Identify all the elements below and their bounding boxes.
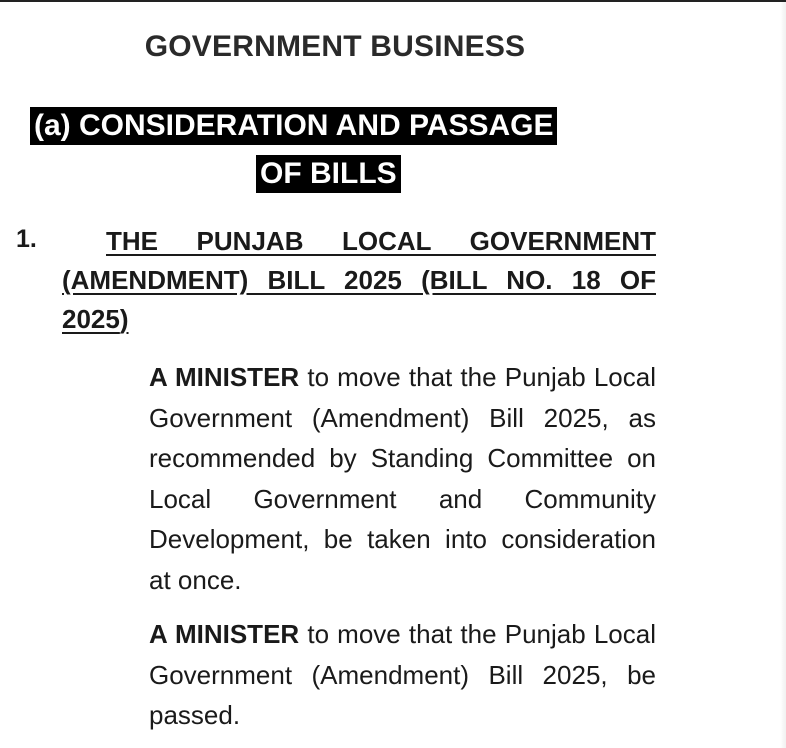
motion-text: to move that the Punjab Local Government (Amendment) Bill 2025, be passed. — [149, 619, 656, 730]
subheading-line-2: OF BILLS — [256, 155, 401, 193]
top-border-rule — [0, 0, 786, 2]
motion-text: to move that the Punjab Local Government (Amendment) Bill 2025, as recommended by Standing Committee on Local Government and Community Development, be taken into consideration at once. — [149, 362, 656, 595]
motion-consideration — [149, 357, 656, 600]
section-heading: GOVERNMENT BUSINESS — [144, 30, 526, 63]
bill-title-text: THE PUNJAB LOCAL GOVERNMENT (AMENDMENT) BILL 2025 (BILL NO. 18 OF 2025 — [62, 226, 656, 334]
bill-title — [62, 222, 656, 339]
motion-passage — [149, 614, 656, 736]
item-number: 1. — [16, 225, 37, 253]
motion-mover: A MINISTER — [149, 619, 300, 649]
bill-title-close: ) — [119, 304, 129, 334]
motion-mover: A MINISTER — [149, 362, 300, 392]
page-edge-shadow — [780, 0, 786, 748]
subheading-line-1: (a) CONSIDERATION AND PASSAGE — [30, 107, 557, 145]
